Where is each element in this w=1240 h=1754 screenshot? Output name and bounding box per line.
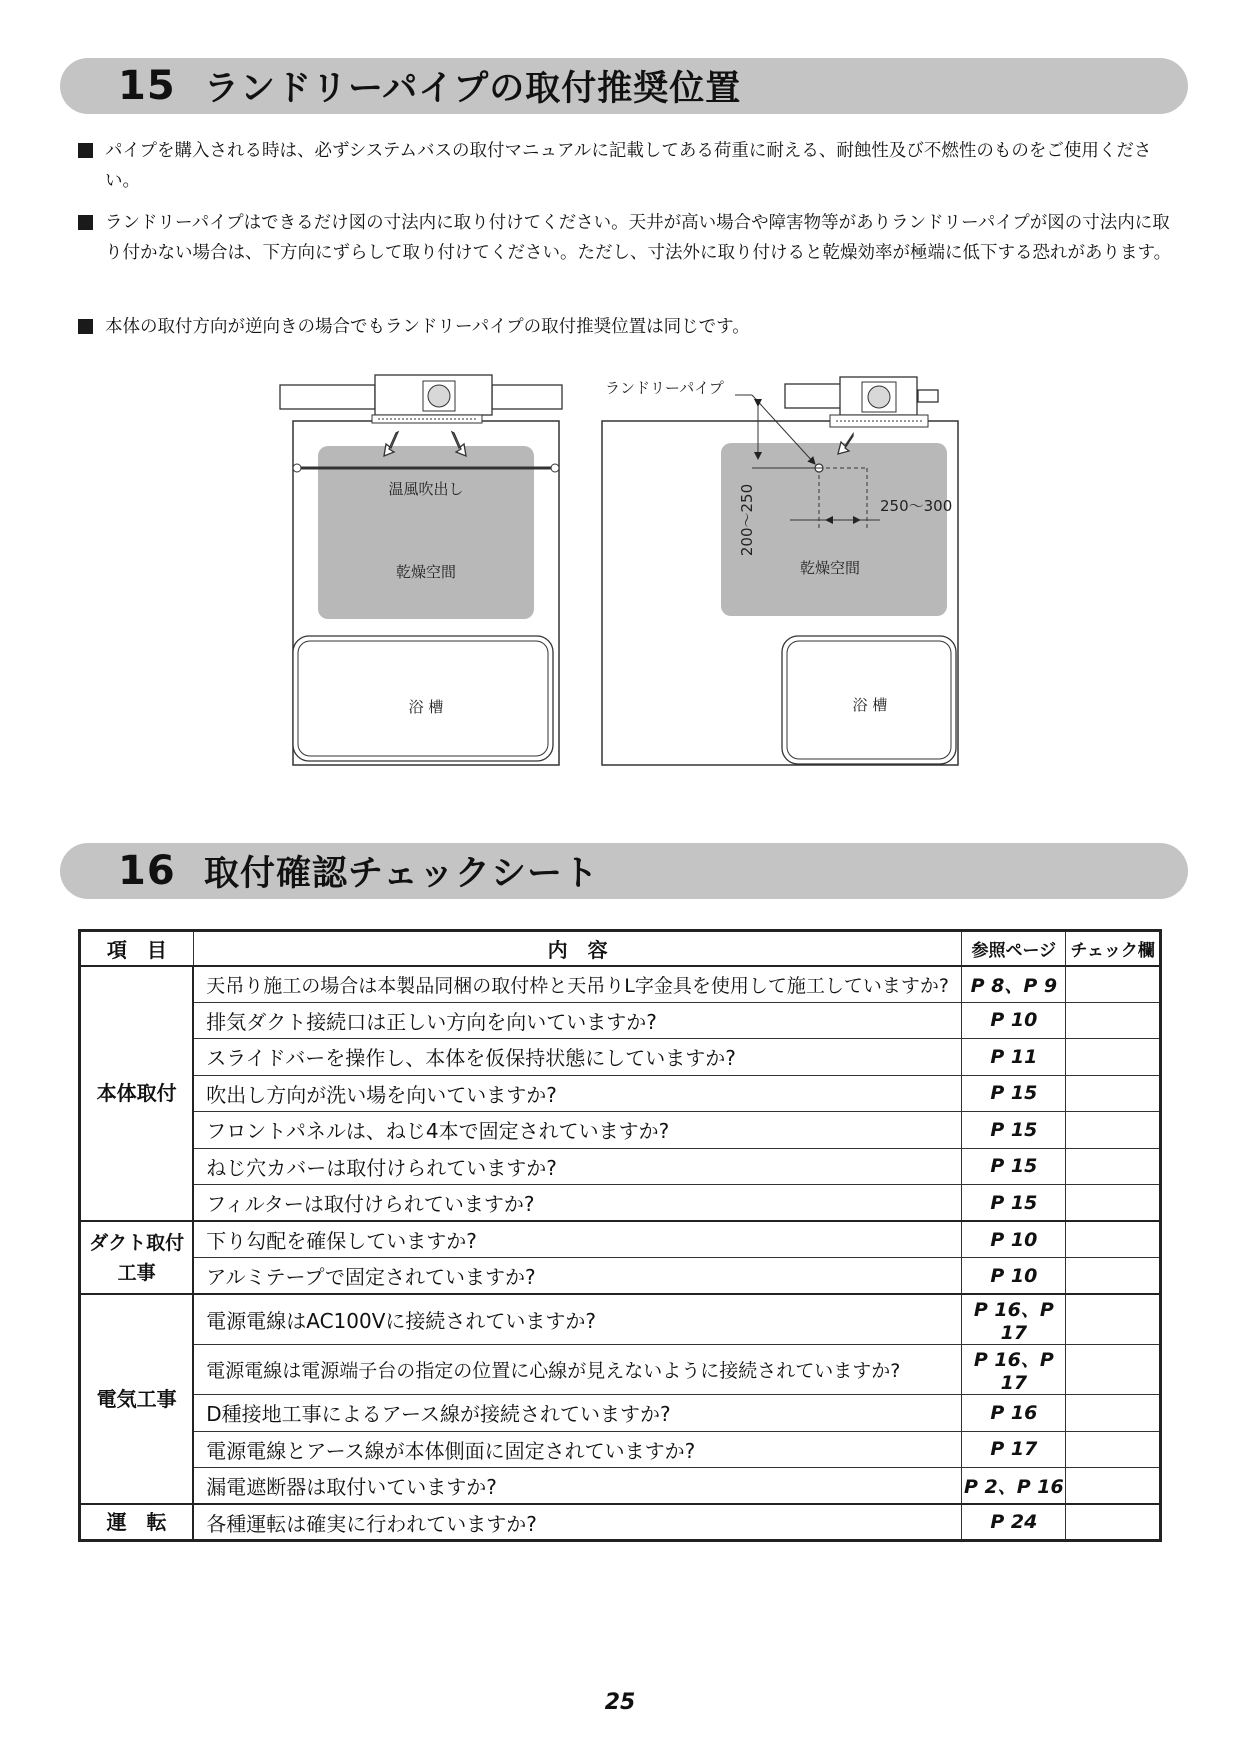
ref-cell: P 10 bbox=[962, 1221, 1066, 1258]
check-cell[interactable] bbox=[1066, 1504, 1161, 1541]
vertical-dimension-label: 200〜250 bbox=[738, 483, 756, 557]
content-cell: 各種運転は確実に行われていますか? bbox=[193, 1504, 962, 1541]
table-row bbox=[80, 966, 1161, 1003]
drying-space-label: 乾燥空間 bbox=[799, 559, 861, 577]
section-number: 16 bbox=[118, 848, 176, 894]
table-row bbox=[80, 1395, 1161, 1432]
content-cell: 電源電線はAC100Vに接続されていますか? bbox=[193, 1294, 962, 1345]
table-row bbox=[80, 1039, 1161, 1076]
check-cell[interactable] bbox=[1066, 1185, 1161, 1222]
ref-cell: P 15 bbox=[962, 1185, 1066, 1222]
content-cell: アルミテープで固定されていますか? bbox=[193, 1258, 962, 1295]
content-cell: 吹出し方向が洗い場を向いていますか? bbox=[193, 1075, 962, 1112]
ref-cell: P 17 bbox=[962, 1431, 1066, 1468]
bathtub-label: 浴 槽 bbox=[852, 696, 888, 714]
section-number: 15 bbox=[118, 63, 176, 109]
content-cell: 電源電線は電源端子台の指定の位置に心線が見えないように接続されていますか? bbox=[193, 1345, 962, 1395]
header-item: 項 目 bbox=[80, 931, 194, 966]
table-row bbox=[80, 1002, 1161, 1039]
check-cell[interactable] bbox=[1066, 1431, 1161, 1468]
table-row bbox=[80, 1294, 1161, 1345]
check-cell[interactable] bbox=[1066, 1468, 1161, 1505]
ref-cell: P 15 bbox=[962, 1112, 1066, 1149]
ref-cell: P 15 bbox=[962, 1148, 1066, 1185]
ref-cell: P 16 bbox=[962, 1395, 1066, 1432]
category-cell: 運 転 bbox=[80, 1504, 194, 1541]
ref-cell: P 15 bbox=[962, 1075, 1066, 1112]
check-cell[interactable] bbox=[1066, 966, 1161, 1003]
table-row bbox=[80, 1258, 1161, 1295]
section-16-header bbox=[60, 843, 1188, 899]
table-row bbox=[80, 1221, 1161, 1258]
bullet-text: ランドリーパイプはできるだけ図の寸法内に取り付けてください。天井が高い場合や障害物等がありランドリーパイプが図の寸法内に取り付かない場合は、下方向にずらして取り付けてください。ただし、寸法外に取り付けると乾燥効率が極端に低下する恐れがあります。 bbox=[105, 213, 1172, 263]
check-cell[interactable] bbox=[1066, 1039, 1161, 1076]
installation-diagram bbox=[0, 0, 1240, 800]
ref-cell: P 10 bbox=[962, 1258, 1066, 1295]
dryer-unit-icon bbox=[372, 375, 492, 423]
ref-cell: P 24 bbox=[962, 1504, 1066, 1541]
check-cell[interactable] bbox=[1066, 1221, 1161, 1258]
table-row bbox=[80, 1504, 1161, 1541]
check-cell[interactable] bbox=[1066, 1258, 1161, 1295]
content-cell: 排気ダクト接続口は正しい方向を向いていますか? bbox=[193, 1002, 962, 1039]
ref-cell: P 2、P 16 bbox=[962, 1468, 1066, 1505]
check-cell[interactable] bbox=[1066, 1075, 1161, 1112]
table-row bbox=[80, 1075, 1161, 1112]
drying-area bbox=[318, 446, 534, 619]
ref-cell: P 10 bbox=[962, 1002, 1066, 1039]
bullet-text: 本体の取付方向が逆向きの場合でもランドリーパイプの取付推奨位置は同じです。 bbox=[105, 317, 750, 337]
check-cell[interactable] bbox=[1066, 1395, 1161, 1432]
table-row bbox=[80, 1112, 1161, 1149]
checklist-table bbox=[78, 929, 1162, 1542]
category-cell: 本体取付 bbox=[80, 966, 194, 1222]
content-cell: 天吊り施工の場合は本製品同梱の取付枠と天吊りL字金具を使用して施工していますか? bbox=[193, 966, 962, 1003]
content-cell: スライドバーを操作し、本体を仮保持状態にしていますか? bbox=[193, 1039, 962, 1076]
left-diagram bbox=[280, 375, 562, 765]
duct-pipe bbox=[492, 385, 562, 409]
category-cell: ダクト取付 工事 bbox=[80, 1221, 194, 1294]
content-cell: フィルターは取付けられていますか? bbox=[193, 1185, 962, 1222]
right-diagram bbox=[602, 377, 958, 765]
ref-cell: P 11 bbox=[962, 1039, 1066, 1076]
content-cell: D種接地工事によるアース線が接続されていますか? bbox=[193, 1395, 962, 1432]
category-cell: 電気工事 bbox=[80, 1294, 194, 1504]
header-content: 内 容 bbox=[193, 931, 962, 966]
ref-cell: P 16、P 17 bbox=[962, 1345, 1066, 1395]
dryer-unit-icon bbox=[830, 377, 928, 427]
ref-cell: P 16、P 17 bbox=[962, 1294, 1066, 1345]
duct-pipe bbox=[785, 384, 841, 408]
content-cell: 下り勾配を確保していますか? bbox=[193, 1221, 962, 1258]
duct-pipe bbox=[280, 385, 375, 409]
check-cell[interactable] bbox=[1066, 1294, 1161, 1345]
check-cell[interactable] bbox=[1066, 1148, 1161, 1185]
ref-cell: P 8、P 9 bbox=[962, 966, 1066, 1003]
content-cell: 漏電遮断器は取付いていますか? bbox=[193, 1468, 962, 1505]
table-row bbox=[80, 1345, 1161, 1395]
bathtub-label: 浴 槽 bbox=[408, 698, 444, 716]
check-cell[interactable] bbox=[1066, 1002, 1161, 1039]
content-cell: ねじ穴カバーは取付けられていますか? bbox=[193, 1148, 962, 1185]
check-cell[interactable] bbox=[1066, 1345, 1161, 1395]
warm-air-label: 温風吹出し bbox=[388, 480, 464, 498]
header-check: チェック欄 bbox=[1066, 931, 1161, 966]
content-cell: 電源電線とアース線が本体側面に固定されていますか? bbox=[193, 1431, 962, 1468]
horizontal-dimension-label: 250〜300 bbox=[880, 497, 953, 515]
header-ref: 参照ページ bbox=[962, 931, 1066, 966]
laundry-pipe-label: ランドリーパイプ bbox=[605, 379, 724, 397]
content-cell: フロントパネルは、ねじ4本で固定されていますか? bbox=[193, 1112, 962, 1149]
section-title: ランドリーパイプの取付推奨位置 bbox=[204, 69, 742, 109]
table-row bbox=[80, 1431, 1161, 1468]
table-row bbox=[80, 1148, 1161, 1185]
section-title: 取付確認チェックシート bbox=[204, 854, 599, 894]
drying-space-label: 乾燥空間 bbox=[395, 563, 457, 581]
table-row bbox=[80, 1468, 1161, 1505]
check-cell[interactable] bbox=[1066, 1112, 1161, 1149]
table-header-row bbox=[80, 931, 1161, 966]
page-number: 25 bbox=[604, 1690, 636, 1715]
bullet-text: パイプを購入される時は、必ずシステムバスの取付マニュアルに記載してある荷重に耐える、耐蝕性及び不燃性のものをご使用ください。 bbox=[105, 141, 1152, 191]
table-row bbox=[80, 1185, 1161, 1222]
